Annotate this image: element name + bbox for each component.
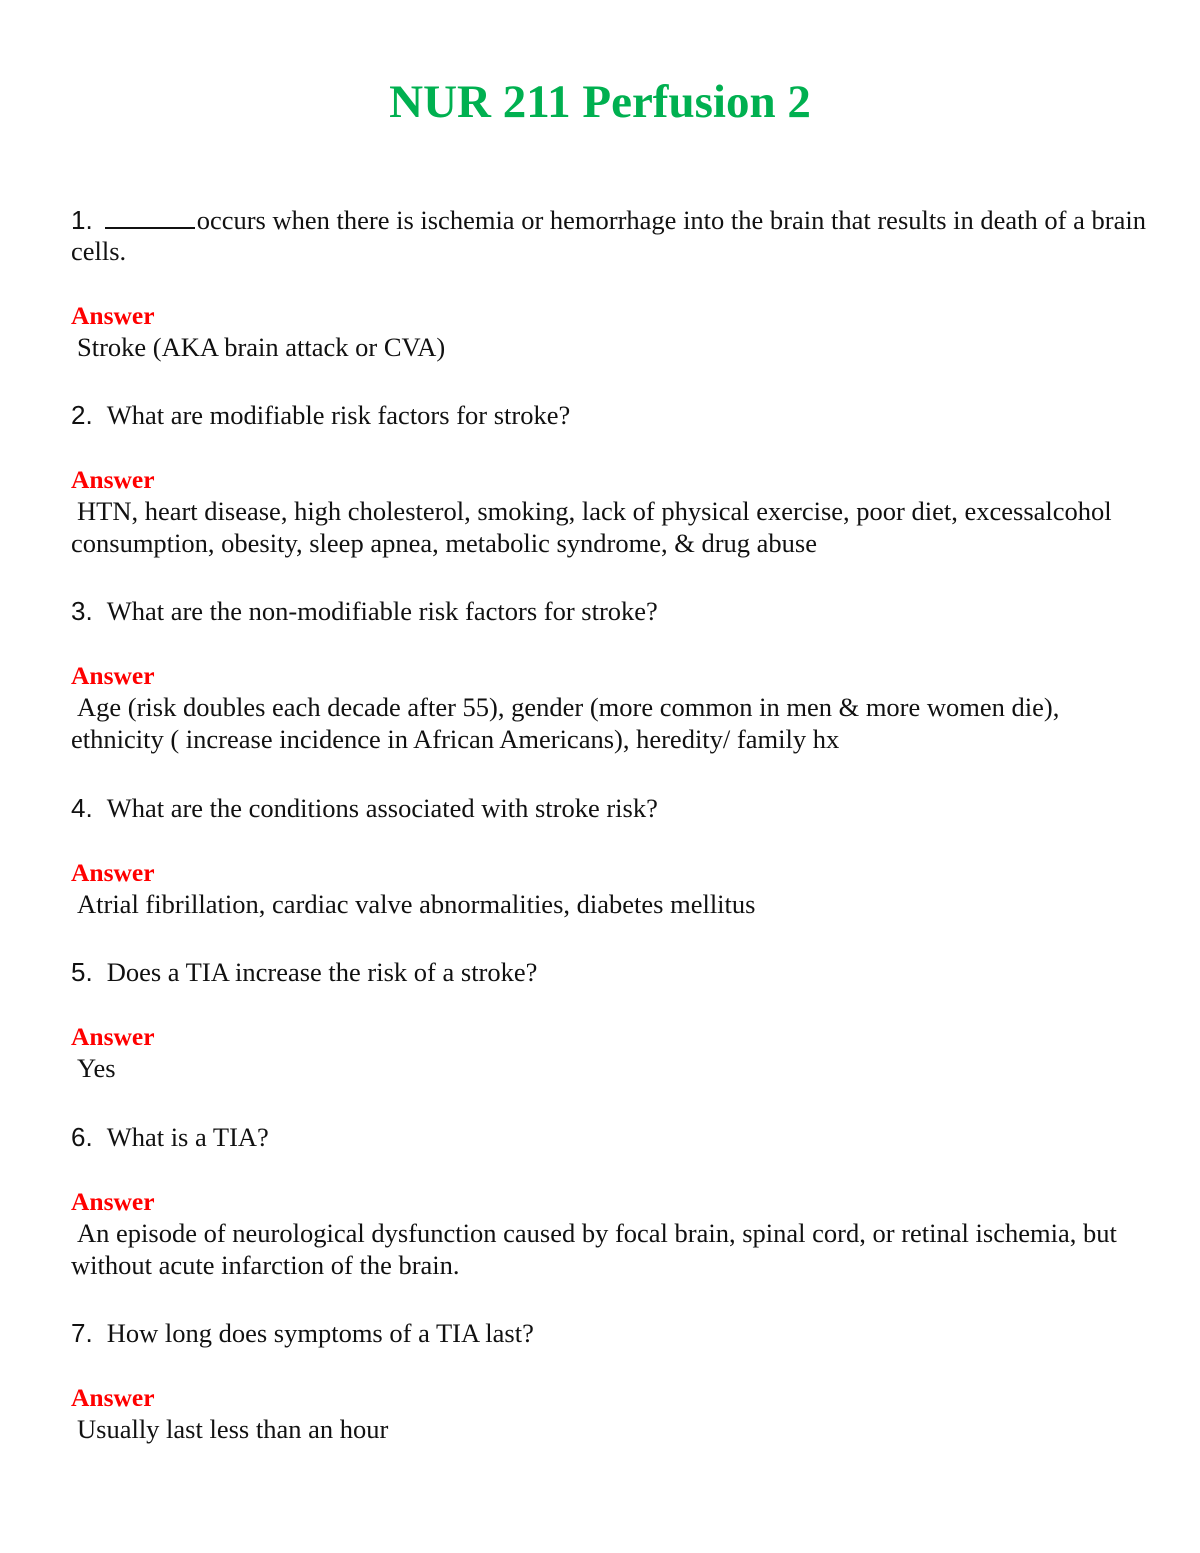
answer-label: Answer <box>71 858 155 887</box>
question-number: 2. <box>71 400 93 430</box>
answer-text: Usually last less than an hour <box>77 1414 389 1444</box>
question-6 <box>71 1122 1151 1153</box>
question-text: What is a TIA? <box>106 1122 269 1152</box>
question-text: occurs when there is ischemia or hemorrhage into the brain that results in death of a brain cells. <box>71 205 1146 266</box>
question-number: 6. <box>71 1122 93 1152</box>
question-3 <box>71 596 1151 627</box>
qa-item-4 <box>71 793 1151 920</box>
answer-label: Answer <box>71 465 155 494</box>
question-number: 1. <box>71 205 93 235</box>
answer-label: Answer <box>71 661 155 690</box>
answer-text: Age (risk doubles each decade after 55), gender (more common in men & more women die), ethnicity ( increase incidence in African Americans), heredity/ family hx <box>71 692 1060 754</box>
answer-label: Answer <box>71 1383 155 1412</box>
question-5 <box>71 957 1151 988</box>
answer-text: HTN, heart disease, high cholesterol, smoking, lack of physical exercise, poor diet, excessalcohol consumption, obesity, sleep apnea, metabolic syndrome, & drug abuse <box>71 496 1112 558</box>
question-text: What are modifiable risk factors for stroke? <box>106 400 571 430</box>
answer-label: Answer <box>71 1022 155 1051</box>
question-2 <box>71 400 1151 431</box>
question-number: 5. <box>71 957 93 987</box>
fill-in-blank <box>105 203 195 229</box>
qa-item-5 <box>71 957 1151 1084</box>
answer-text: An episode of neurological dysfunction caused by focal brain, spinal cord, or retinal ischemia, but without acute infarction of the brain. <box>71 1218 1117 1280</box>
question-text: Does a TIA increase the risk of a stroke? <box>106 957 538 987</box>
question-number: 3. <box>71 596 93 626</box>
answer-label: Answer <box>71 1187 155 1216</box>
qa-item-2 <box>71 400 1151 559</box>
qa-item-7 <box>71 1318 1151 1445</box>
qa-item-1 <box>71 203 1151 363</box>
question-4 <box>71 793 1151 824</box>
question-text: How long does symptoms of a TIA last? <box>106 1318 534 1348</box>
question-number: 4. <box>71 793 93 823</box>
document-title: NUR 211 Perfusion 2 <box>389 76 811 128</box>
answer-text: Yes <box>77 1053 116 1083</box>
answer-label: Answer <box>71 301 155 330</box>
qa-item-6 <box>71 1122 1151 1281</box>
question-number: 7. <box>71 1318 93 1348</box>
question-text: What are the conditions associated with stroke risk? <box>106 793 658 823</box>
question-text: What are the non-modifiable risk factors for stroke? <box>106 596 658 626</box>
answer-text: Stroke (AKA brain attack or CVA) <box>77 332 446 362</box>
qa-item-3 <box>71 596 1151 755</box>
question-1 <box>71 203 1151 267</box>
answer-text: Atrial fibrillation, cardiac valve abnormalities, diabetes mellitus <box>77 889 756 919</box>
question-7 <box>71 1318 1151 1349</box>
